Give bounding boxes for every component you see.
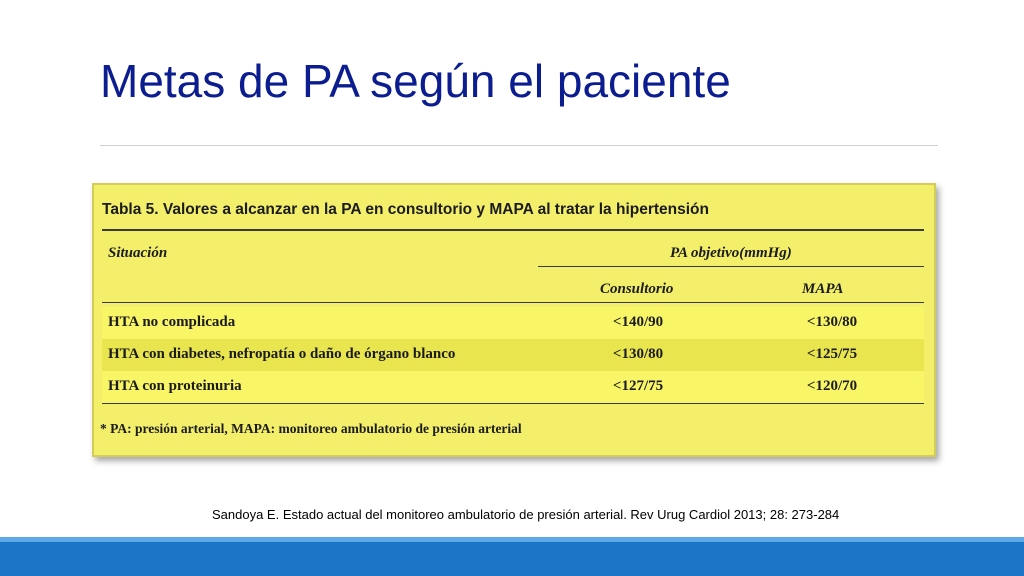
slide-title: Metas de PA según el paciente — [100, 55, 731, 107]
table-top-rule — [102, 229, 924, 231]
footer-band — [0, 537, 1024, 576]
header-consultorio: Consultorio — [600, 281, 674, 297]
row-mapa: <120/70 — [806, 378, 858, 394]
header-group-rule — [538, 266, 924, 267]
row-consultorio: <127/75 — [612, 378, 664, 394]
table-footnote: * PA: presión arterial, MAPA: monitoreo ambulatorio de presión arterial — [100, 421, 522, 436]
row-consultorio: <140/90 — [612, 314, 664, 330]
table-caption: Tabla 5. Valores a alcanzar en la PA en consultorio y MAPA al tratar la hipertensión — [102, 201, 709, 218]
footer-accent — [0, 537, 1024, 542]
citation: Sandoya E. Estado actual del monitoreo ambulatorio de presión arterial. Rev Urug Cardiol 2013; 28: 273-284 — [212, 507, 840, 522]
table-image — [92, 183, 936, 457]
row-situation: HTA con proteinuria — [108, 378, 242, 394]
header-pa-objetivo: PA objetivo(mmHg) — [670, 245, 792, 261]
table-row — [102, 371, 924, 403]
row-consultorio: <130/80 — [612, 346, 664, 362]
table-row — [102, 339, 924, 371]
row-situation: HTA no complicada — [108, 314, 236, 330]
title-divider — [100, 145, 938, 146]
table-row — [102, 307, 924, 339]
header-situation: Situación — [108, 245, 168, 261]
row-situation: HTA con diabetes, nefropatía o daño de órgano blanco — [108, 346, 456, 362]
header-bottom-rule — [102, 302, 924, 303]
table-bottom-rule — [102, 403, 924, 404]
row-mapa: <125/75 — [806, 346, 858, 362]
row-mapa: <130/80 — [806, 314, 858, 330]
header-mapa: MAPA — [802, 281, 844, 297]
